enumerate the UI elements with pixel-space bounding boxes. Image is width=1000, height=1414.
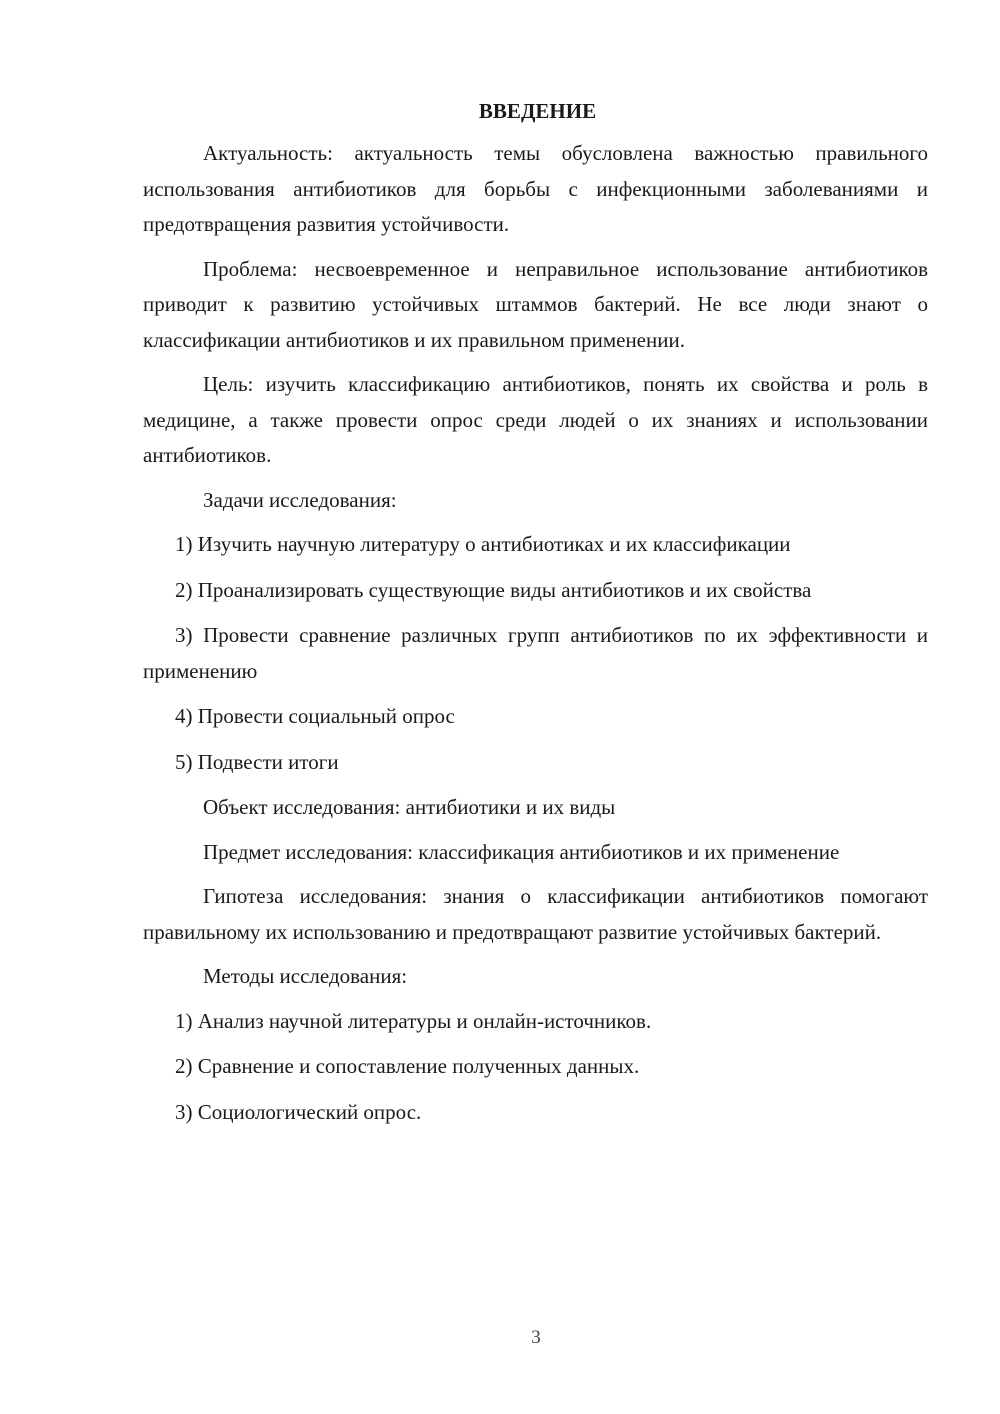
task-item-5: 5) Подвести итоги [175, 749, 339, 774]
page-title: ВВЕДЕНИЕ [478, 99, 597, 123]
task-item-3: 3) Провести сравнение различных групп антибиотиков по их эффективности и применению [143, 623, 928, 683]
method-item-3: 3) Социологический опрос. [175, 1099, 422, 1124]
research-object: Объект исследования: антибиотики и их виды [203, 795, 616, 819]
methods-label: Методы исследования: [203, 964, 408, 988]
goal-paragraph: Цель: изучить классификацию антибиотиков, понять их свойства и роль в медицине, а также провести опрос среди людей о их знаниях и использовании антибиотиков. [143, 372, 928, 467]
relevance-paragraph: Актуальность: актуальность темы обусловлена важностью правильного использования антибиотиков для борьбы с инфекционными заболеваниями и предотвращения развития устойчивости. [143, 141, 928, 236]
task-item-2: 2) Проанализировать существующие виды антибиотиков и их свойства [175, 577, 812, 602]
page-number: 3 [531, 1327, 541, 1348]
method-item-1: 1) Анализ научной литературы и онлайн-источников. [175, 1008, 652, 1033]
tasks-label: Задачи исследования: [203, 487, 397, 512]
page-content [143, 95, 928, 1140]
research-subject: Предмет исследования: классификация антибиотиков и их применение [203, 839, 840, 864]
method-item-2: 2) Сравнение и сопоставление полученных данных. [175, 1054, 640, 1078]
research-hypothesis: Гипотеза исследования: знания о классификации антибиотиков помогают правильному их использованию и предотвращают развитие устойчивых бактерий. [143, 884, 928, 944]
task-item-4: 4) Провести социальный опрос [175, 704, 455, 728]
task-item-1: 1) Изучить научную литературу о антибиотиках и их классификации [175, 532, 791, 556]
problem-paragraph: Проблема: несвоевременное и неправильное использование антибиотиков приводит к развитию устойчивых штаммов бактерий. Не все люди знают о классификации антибиотиков и их правильном применении. [143, 256, 928, 352]
